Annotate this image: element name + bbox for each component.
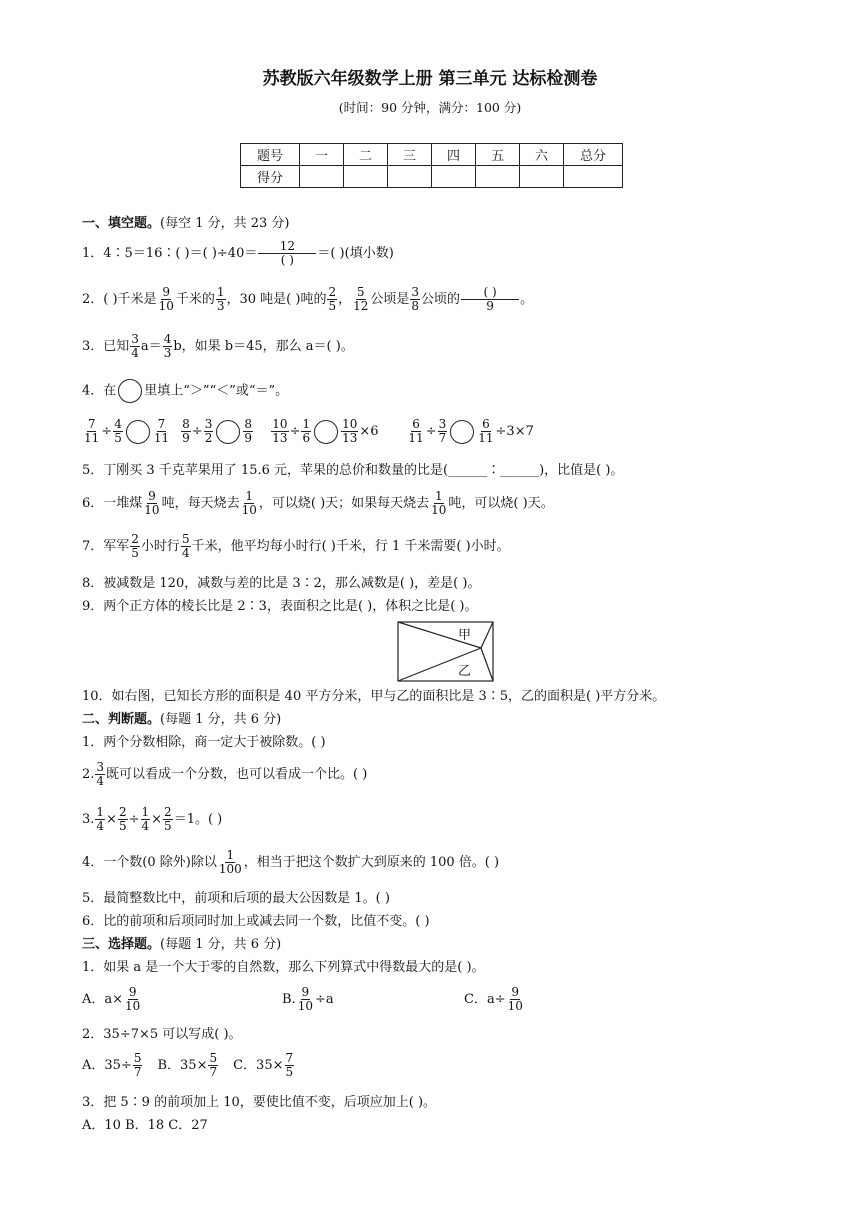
score-header-cell: 总分 [564,144,623,166]
question-3-2: 2．35÷7×5 可以写成( )。 [82,1027,242,1042]
question-1-4: 4．在 里填上“＞”“＜”或“＝”。 [82,379,288,403]
rectangle-figure [397,621,495,683]
fraction: $\frac{4}{3}$ [163,332,172,361]
figure-rectangle [398,622,493,681]
score-header-cell: 三 [388,144,432,166]
fraction: $\frac{5}{12}$ [353,285,369,314]
question-2-3: 3. $\frac{1}{4}$ × $\frac{2}{5}$ ÷ $\frac{1}{4}$ × $\frac{2}{5}$ ＝1。( ) [82,805,223,834]
option-a[interactable]: A．a× $\frac{9}{10}$ [82,985,141,1014]
option-a[interactable]: A．35÷ $\frac{5}{7}$ [82,1051,142,1080]
section1-title: 一、填空题。 [82,216,161,231]
fraction: $\frac{3}{4}$ [131,332,139,361]
question-2-6: 6．比的前项和后项同时加上或减去同一个数，比值不变。( ) [82,914,430,929]
question-1-5: 5．丁刚买 3 千克苹果用了 15.6 元，苹果的总价和数量的比是(______∶______)，比值是( )。 [82,463,624,478]
score-header-cell: 二 [344,144,388,166]
compare-circle[interactable] [216,420,240,444]
question-3-3-options[interactable]: A．10 B．18 C．27 [82,1118,208,1133]
score-cell[interactable] [344,166,388,188]
score-header-cell: 题号 [241,144,300,166]
figure-edge-bottom-right [481,648,493,681]
score-table-score-row [241,166,623,188]
section3-heading [82,938,281,951]
page-subtitle: (时间：90 分钟，满分：100 分) [338,100,522,115]
compare-item: $\frac{7}{11}$ ÷ $\frac{4}{5}$ $\frac{7}{11}$ [84,417,170,446]
question-2-5: 5．最简整数比中，前项和后项的最大公因数是 1。( ) [82,891,390,906]
question-1-9: 9．两个正方体的棱长比是 2∶3，表面积之比是( )，体积之比是( )。 [82,599,478,614]
question-2-4: 4．一个数(0 除外)除以 $\frac{1}{100}$ ，相当于把这个数扩大到原来的 100 倍。( ) [82,848,500,877]
option-c[interactable]: C．a÷ $\frac{9}{10}$ [464,985,523,1014]
score-cell[interactable] [564,166,623,188]
compare-circle[interactable] [450,420,474,444]
score-header-cell: 四 [432,144,476,166]
option-c[interactable]: C．35× $\frac{7}{5}$ [233,1051,294,1080]
score-cell[interactable] [432,166,476,188]
question-3-2-options [82,1052,295,1079]
q-text: ＝( )(填小数) [317,246,394,262]
fraction: $\frac{1}{3}$ [216,285,225,314]
question-2-2: 2. $\frac{3}{4}$ 既可以看成一个分数，也可以看成一个比。( ) [82,760,368,789]
compare-item: $\frac{8}{9}$ ÷ $\frac{3}{2}$ $\frac{8}{9}$ [182,417,252,446]
figure-edge-top-right [481,622,493,648]
section3-title: 三、选择题。 [82,937,161,952]
option-b[interactable]: B．35× $\frac{5}{7}$ [157,1051,218,1080]
question-3-3: 3．把 5∶9 的前项加上 10，要使比值不变，后项应加上( )。 [82,1095,437,1110]
question-1-4-items [82,418,546,445]
question-3-1: 1．如果 a 是一个大于零的自然数，那么下列算式中得数最大的是( )。 [82,960,485,975]
page-title: 苏教版六年级数学上册 第三单元 达标检测卷 [262,69,598,89]
question-1-10: 10．如右图，已知长方形的面积是 40 平方分米，甲与乙的面积比是 3∶5，乙的面积是( )平方分米。 [82,689,666,704]
question-1-8: 8．被减数是 120，减数与差的比是 3∶2，那么减数是( )，差是( )。 [82,576,481,591]
compare-circle[interactable] [126,420,150,444]
score-header-cell: 五 [476,144,520,166]
score-cell[interactable] [520,166,564,188]
section3-note: (每题 1 分，共 6 分) [160,937,282,952]
fraction: $\frac{9}{10}$ [158,285,174,314]
score-table [240,143,623,188]
compare-item: $\frac{6}{11}$ ÷ $\frac{3}{7}$ $\frac{6}{11}$ ÷3×7 [408,417,534,446]
question-1-1 [82,240,394,267]
label-yi: 乙 [458,664,472,679]
section1-heading [82,217,290,230]
section2-heading [82,713,281,726]
score-header-cell: 一 [300,144,344,166]
question-2-1: 1．两个分数相除，商一定大于被除数。( ) [82,735,326,750]
score-row-label: 得分 [241,166,300,188]
fraction: $\frac{2}{5}$ [328,285,337,314]
question-1-6: 6．一堆煤 $\frac{9}{10}$ 吨，每天烧去 $\frac{1}{10}$ ，可以烧( )天；如果每天烧去 $\frac{1}{10}$ 吨，可以烧( )天。 [82,489,554,518]
q-text: 1．4∶5＝16∶( )＝( )÷40＝ [82,246,258,262]
score-cell[interactable] [476,166,520,188]
score-header-cell: 六 [520,144,564,166]
fraction: $\frac{3}{8}$ [411,285,420,314]
compare-circle-icon [118,379,142,403]
score-table-header-row [241,144,623,166]
score-cell[interactable] [388,166,432,188]
fraction: $\frac{( )}{9}$ [461,286,519,313]
fraction: $\frac{12}{( )}$ [258,240,316,267]
compare-item: $\frac{10}{13}$ ÷ $\frac{1}{6}$ $\frac{10}{13}$ ×6 [272,417,379,446]
label-jia: 甲 [458,628,472,643]
section1-note: (每空 1 分，共 23 分) [160,216,290,231]
option-b[interactable]: B. $\frac{9}{10}$ ÷a [282,985,334,1014]
section2-title: 二、判断题。 [82,712,161,727]
compare-circle[interactable] [314,420,338,444]
section2-note: (每题 1 分，共 6 分) [160,712,282,727]
question-1-2: 2．( )千米是 $\frac{9}{10}$ 千米的 $\frac{1}{3}$ ，30 吨是( )吨的 $\frac{2}{5}$ ， $\frac{5}{12}$ 公顷是 $\frac{3}{8}$ 公顷的 $\frac{( )}{9}$ 。 [82,285,534,314]
score-cell[interactable] [300,166,344,188]
question-1-3: 3．已知 $\frac{3}{4}$ a＝ $\frac{4}{3}$ b，如果 b＝45，那么 a＝( )。 [82,332,354,361]
question-1-7: 7．军军 $\frac{2}{5}$ 小时行 $\frac{5}{4}$ 千米，他平均每小时行( )千米，行 1 千米需要( )小时。 [82,532,510,561]
question-3-1-options [82,986,525,1013]
